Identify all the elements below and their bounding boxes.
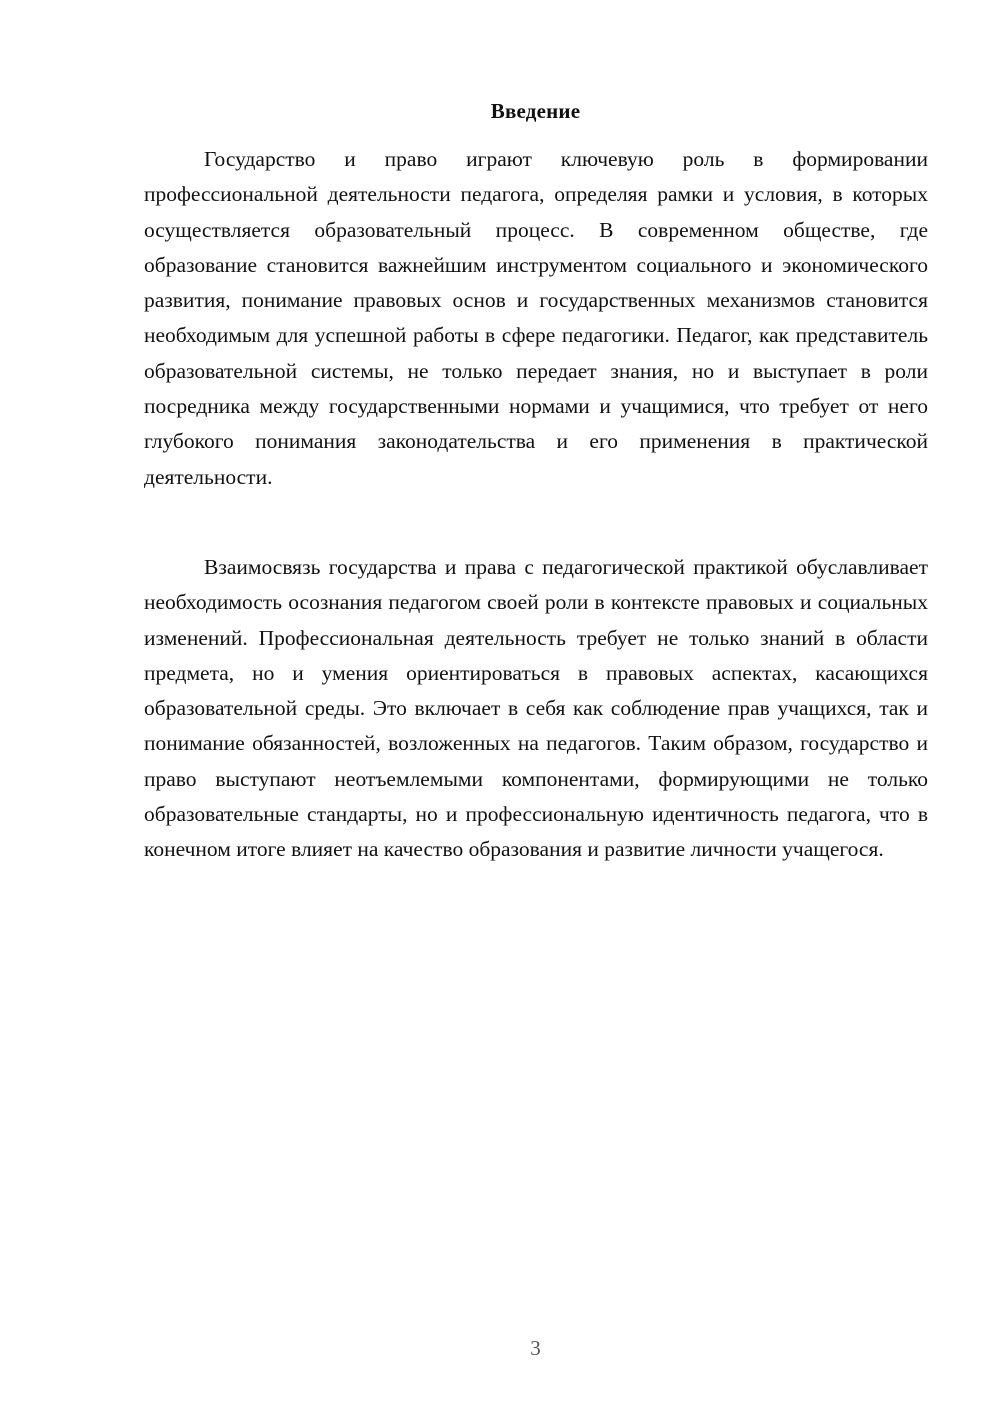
paragraph-2: Взаимосвязь государства и права с педагогической практикой обуславливает необходимость осознания педагогом своей роли в контексте правовых и социальных изменений. Профессиональная деятельность требует не только знаний в области предмета, но и умения ориентироваться в правовых аспектах, касающихся образовательной среды. Это включает в себя как соблюдение прав учащихся, так и понимание обязанностей, возложенных на педагогов. Таким образом, государство и право выступают неотъемлемыми компонентами, формирующими не только образовательные стандарты, но и профессиональную идентичность педагога, что в конечном итоге влияет на качество образования и развитие личности учащегося. <box>144 555 928 862</box>
section-title: Введение <box>490 99 581 123</box>
page-number: 3 <box>530 1336 541 1360</box>
paragraph-1: Государство и право играют ключевую роль в формировании профессиональной деятельности педагога, определяя рамки и условия, в которых осуществляется образовательный процесс. В современном обществе, где образование становится важнейшим инструментом социального и экономического развития, понимание правовых основ и государственных механизмов становится необходимым для успешной работы в сфере педагогики. Педагог, как представитель образовательной системы, не только передает знания, но и выступает в роли посредника между государственными нормами и учащимися, что требует от него глубокого понимания законодательства и его применения в практической деятельности. <box>144 147 928 489</box>
